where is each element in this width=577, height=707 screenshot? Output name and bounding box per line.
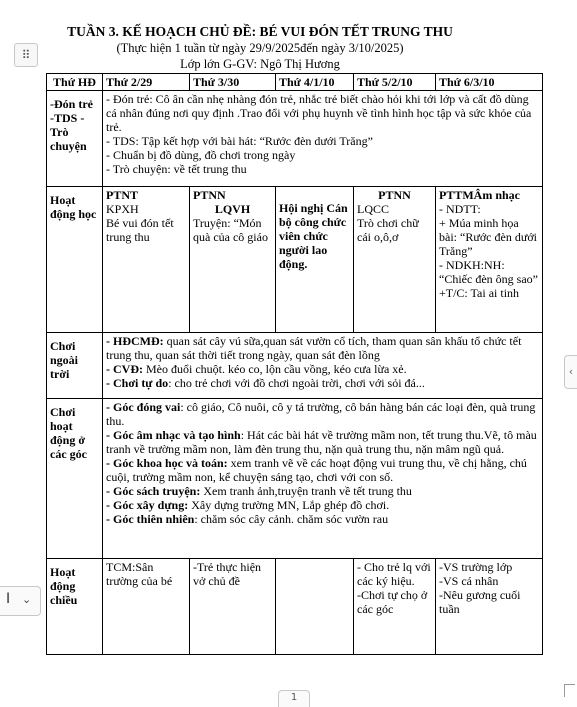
cnt-line-2-key: - CVĐ: — [106, 362, 143, 376]
chieu-tue-cell: -Trẻ thực hiện vở chủ đề — [190, 559, 276, 655]
cnt-line-3 — [106, 376, 539, 390]
chieu-thu-line-2: -Chơi tự chọ ở các góc — [357, 588, 428, 616]
row-label-don-tre: -Đón trẻ -TDS -Trò chuyện — [47, 91, 103, 187]
weekly-plan-table — [46, 73, 543, 655]
goc-line-6-text: : chăm sóc cây cảnh. chăm sóc vườn rau — [194, 512, 389, 526]
goc-line-4 — [106, 484, 539, 498]
table-header-row — [47, 74, 543, 91]
row-hoat-dong-chieu — [47, 559, 543, 655]
row-choi-ngoai-troi — [47, 333, 543, 399]
row-choi-goc — [47, 399, 543, 559]
row-label-choi-goc: Chơi hoạt động ở các góc — [47, 399, 103, 559]
choi-goc-content — [103, 399, 543, 559]
chieu-thu-line-1: - Cho trẻ lq với các ký hiệu. — [357, 560, 431, 588]
goc-line-2 — [106, 428, 539, 456]
don-tre-line-2: - TDS: Tập kết hợp với bài hát: “Rước đèn dưới Trăng” — [106, 134, 373, 148]
goc-line-3-text: xem tranh vẽ về các hoạt động vui trung thu, về chị hằng, chú cuội, trường mầm non, kể chuyện sáng tạo, chơi với con số. — [106, 456, 527, 484]
row-don-tre — [47, 91, 543, 187]
goc-line-3-key: - Góc khoa học và toán: — [106, 456, 228, 470]
goc-line-2-text: : Hát các bài hát về trường mầm non, tết trung thu.Vẽ, tô màu tranh về trường mầm non, làm đèn trung thu, nặn quà trung thu, nặn mâm ngũ quả. — [106, 428, 537, 456]
hdh-thu-heading: PTNN — [378, 188, 411, 202]
goc-line-5-text: Xây dựng trường MN, Lắp ghép đồ chơi. — [188, 498, 390, 512]
cnt-line-3-key: - Chơi tự do — [106, 376, 169, 390]
goc-line-2-key: - Góc âm nhạc và tạo hình — [106, 428, 241, 442]
row-label-hoat-dong-hoc: Hoạt động học — [47, 187, 103, 333]
hdh-fri-cell — [436, 187, 543, 333]
goc-line-5 — [106, 498, 539, 512]
goc-line-6-key: - Góc thiên nhiên — [106, 512, 195, 526]
choi-ngoai-troi-content — [103, 333, 543, 399]
chieu-wed-cell — [276, 559, 354, 655]
goc-line-3 — [106, 456, 539, 484]
chieu-fri-line-3: -Nêu gương cuối tuần — [439, 588, 521, 616]
row-label-hoat-dong-chieu: Hoạt động chiều — [47, 559, 103, 655]
chevron-down-icon[interactable]: ⌄ — [22, 593, 32, 606]
header-cell-mon: Thứ 2/29 — [103, 74, 190, 91]
hdh-thu-cell — [354, 187, 436, 333]
class-teacher-line: Lớp lớn G-GV: Ngô Thị Hương — [180, 57, 340, 71]
header-cell-activity: Thứ HĐ — [47, 74, 103, 91]
cnt-line-1-text: quan sát cây vú sữa,quan sát vườn cổ tích, tham quan sân khấu tổ chức tết trung thu, quan sát thời tiết trong ngày, quan sát đèn lồng — [106, 334, 522, 362]
header-cell-tue: Thứ 3/30 — [190, 74, 276, 91]
text-cursor-icon: I — [6, 591, 11, 607]
hdh-tue-subject: LQVH — [214, 202, 251, 216]
hdh-tue-topic: Truyện: “Món quà của cô giáo — [193, 216, 268, 244]
cursor-options-widget[interactable] — [0, 586, 41, 616]
chieu-fri-line-1: -VS trường lớp — [439, 560, 513, 574]
plan-subtitle: (Thực hiện 1 tuần từ ngày 29/9/2025đến ngày 3/10/2025) — [116, 41, 404, 55]
goc-line-4-key: - Góc sách truyện: — [106, 484, 201, 498]
hdh-fri-line-4: +T/C: Tai ai tinh — [439, 286, 520, 300]
chieu-fri-cell — [436, 559, 543, 655]
goc-line-4-text: Xem tranh ảnh,truyện tranh về tết trung thu — [200, 484, 412, 498]
hdh-thu-topic: Trò chơi chữ cái o,ô,ơ — [357, 216, 419, 244]
cnt-line-2-text: Mèo đuổi chuột. kéo co, lộn cầu vồng, kéo cưa lừa xẻ. — [143, 362, 407, 376]
header-cell-wed: Thứ 4/1/10 — [276, 74, 354, 91]
chieu-fri-line-2: -VS cá nhân — [439, 574, 499, 588]
cnt-line-2 — [106, 362, 539, 376]
hdh-tue-heading: PTNN — [193, 188, 226, 202]
chieu-thu-cell — [354, 559, 436, 655]
cnt-line-1 — [106, 334, 539, 362]
side-panel-tab-icon[interactable]: ‹ — [564, 355, 577, 389]
hdh-fri-line-2: + Múa minh họa bài: “Rước đèn dưới Trăng” — [439, 216, 538, 258]
header-cell-thu: Thứ 5/2/10 — [354, 74, 436, 91]
don-tre-content — [103, 91, 543, 187]
goc-line-6 — [106, 512, 539, 526]
cnt-line-1-key: - HĐCMĐ: — [106, 334, 164, 348]
table-move-handle-icon[interactable]: ⠿ — [14, 43, 38, 67]
goc-line-1-text: : cô giáo, Cô nuôi, cô y tá trường, cô bán hàng bán các loại đèn, quà trung thu. — [106, 400, 536, 428]
hdh-mon-cell — [103, 187, 190, 333]
don-tre-line-3: - Chuẩn bị đồ dùng, đồ chơi trong ngày — [106, 148, 296, 162]
row-hoat-dong-hoc — [47, 187, 543, 333]
cnt-line-3-text: : cho trẻ chơi với đồ chơi ngoài trời, chơi với sỏi đá... — [168, 376, 425, 390]
page-indicator[interactable]: 1 — [278, 690, 310, 707]
hdh-mon-subject: KPXH — [106, 202, 139, 216]
goc-line-1 — [106, 400, 539, 428]
don-tre-line-4: - Trò chuyện: về tết trung thu — [106, 162, 247, 176]
chieu-mon-cell: TCM:Sân trường của bé — [103, 559, 190, 655]
goc-line-1-key: - Góc đóng vai — [106, 400, 181, 414]
goc-line-5-key: - Góc xây dựng: — [106, 498, 189, 512]
hdh-wed-cell: Hội nghị Cán bộ công chức viên chức người lao động. — [276, 187, 354, 333]
hdh-fri-line-3: - NDKH:NH: “Chiếc đèn ông sao” — [439, 258, 538, 286]
hdh-mon-topic: Bé vui đón tết trung thu — [106, 216, 174, 244]
row-label-choi-ngoai-troi: Chơi ngoài trời — [47, 333, 103, 399]
header-cell-fri: Thứ 6/3/10 — [436, 74, 543, 91]
hdh-mon-heading: PTNT — [106, 188, 139, 202]
corner-marker-icon — [564, 684, 575, 697]
hdh-fri-heading: PTTMÂm nhạc — [439, 188, 520, 202]
plan-title: TUẦN 3. KẾ HOẠCH CHỦ ĐỀ: BÉ VUI ĐÓN TẾT TRUNG THU — [67, 24, 453, 39]
don-tre-line-1: - Đón trẻ: Cô ân cần nhẹ nhàng đón trẻ, nhắc trẻ biết chào hỏi khi tới lớp và cất đồ dùng cá nhân đúng nơi quy định .Trao đổi với phụ huynh về tình hình học tập và sức khỏe của trẻ. — [106, 92, 532, 134]
hdh-fri-line-1: - NDTT: — [439, 202, 481, 216]
hdh-tue-cell — [190, 187, 276, 333]
hdh-thu-subject: LQCC — [357, 202, 390, 216]
